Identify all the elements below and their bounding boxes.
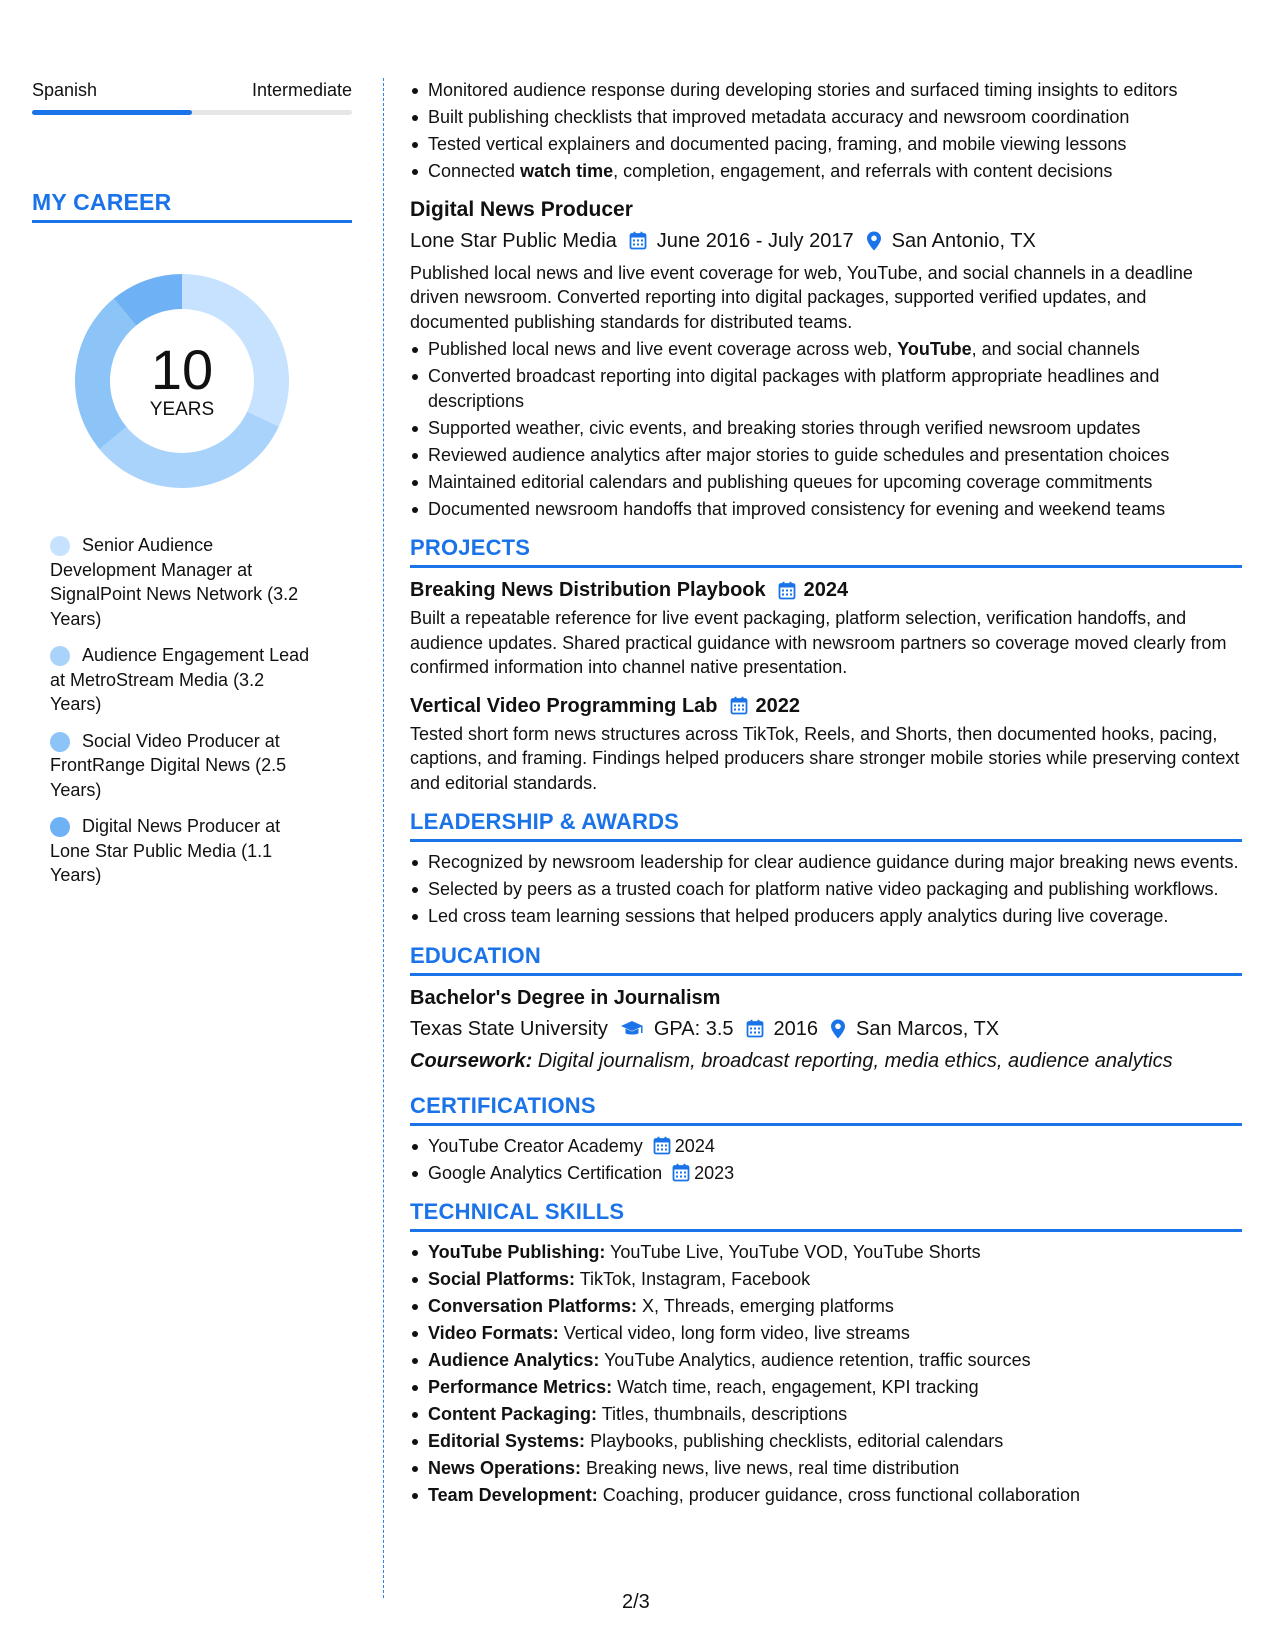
- project-name: Vertical Video Programming Lab: [410, 694, 718, 717]
- job-company: Lone Star Public Media: [410, 229, 617, 252]
- project-name: Breaking News Distribution Playbook: [410, 579, 766, 601]
- education-gpa: GPA: 3.5: [653, 1017, 734, 1040]
- skill-value: Playbooks, publishing checklists, editorial calendars: [585, 1431, 1004, 1451]
- skill-label: Performance Metrics:: [428, 1377, 613, 1397]
- skill-label: News Operations:: [428, 1458, 582, 1478]
- education-section-title: EDUCATION: [410, 943, 1242, 976]
- coursework-text: Digital journalism, broadcast reporting, media ethics, audience analytics: [532, 1049, 1173, 1072]
- left-column: [32, 78, 352, 900]
- skill-value: Coaching, producer guidance, cross functional collaboration: [597, 1485, 1081, 1505]
- calendar-icon: [653, 1136, 671, 1155]
- project-description: Tested short form news structures across TikTok, Reels, and Shorts, then documented hooks, pacing, captions, and framing. Findings helped producers share stronger mobile stories while preserving context and editorial standards.: [410, 723, 1240, 793]
- bullet-item: Published local news and live event coverage across web, YouTube, and social channels: [410, 337, 1242, 362]
- coursework-label: Coursework:: [410, 1049, 533, 1072]
- map-pin-icon: [830, 1019, 846, 1039]
- language-level: Intermediate: [251, 80, 352, 100]
- calendar-icon: [730, 696, 748, 715]
- skills-list: [410, 1240, 1242, 1508]
- language-name: Spanish: [32, 80, 98, 100]
- awards-list: [410, 850, 1242, 929]
- bullet-item: Reviewed audience analytics after major stories to guide schedules and presentation choices: [410, 443, 1242, 468]
- bullet-item: Monitored audience response during developing stories and surfaced timing insights to editors: [410, 78, 1242, 103]
- skill-label: Team Development:: [428, 1485, 598, 1505]
- legend-dot: [50, 536, 70, 556]
- skill-label: Video Formats:: [428, 1323, 559, 1343]
- career-total-unit: YEARS: [149, 399, 215, 420]
- projects-list: [410, 576, 1242, 795]
- education-year: 2016: [773, 1017, 819, 1040]
- skill-value: Breaking news, live news, real time distribution: [581, 1458, 960, 1478]
- bullet-item: Maintained editorial calendars and publishing queues for upcoming coverage commitments: [410, 470, 1242, 495]
- calendar-icon: [778, 581, 796, 600]
- map-pin-icon: [866, 231, 882, 251]
- skill-value: TikTok, Instagram, Facebook: [575, 1269, 811, 1289]
- legend-label: Social Video Producer at FrontRange Digital News (2.5 Years): [50, 730, 287, 800]
- skill-item: [410, 1402, 1242, 1427]
- certification-item: [410, 1161, 1242, 1186]
- previous-job-bullets: [410, 78, 1242, 184]
- job-title: Digital News Producer: [410, 197, 633, 221]
- language-proficiency-fill: [32, 110, 192, 115]
- career-legend-item: [50, 814, 320, 888]
- skill-value: YouTube Live, YouTube VOD, YouTube Shorts: [605, 1242, 981, 1262]
- skill-label: Conversation Platforms:: [428, 1296, 638, 1316]
- job-location: San Antonio, TX: [891, 229, 1036, 252]
- skill-label: Audience Analytics:: [428, 1350, 600, 1370]
- job-meta: [410, 227, 1242, 255]
- skills-section-title: TECHNICAL SKILLS: [410, 1199, 1242, 1232]
- bullet-item: Supported weather, civic events, and breaking stories through verified newsroom updates: [410, 416, 1242, 441]
- education-school: Texas State University: [410, 1017, 608, 1040]
- legend-label: Audience Engagement Lead at MetroStream Media (3.2 Years): [50, 645, 310, 714]
- skill-label: Content Packaging:: [428, 1404, 598, 1424]
- page-indicator: 2/3: [622, 1591, 650, 1613]
- certification-year: 2024: [674, 1135, 715, 1156]
- skill-item: [410, 1456, 1242, 1481]
- certifications-section-title: CERTIFICATIONS: [410, 1093, 1242, 1126]
- skill-item: [410, 1240, 1242, 1265]
- skill-item: [410, 1375, 1242, 1400]
- bullet-item: Built publishing checklists that improved metadata accuracy and newsroom coordination: [410, 105, 1242, 130]
- award-item: Selected by peers as a trusted coach for platform native video packaging and publishing workflows.: [410, 877, 1242, 902]
- calendar-icon: [672, 1163, 690, 1182]
- career-legend: [32, 533, 352, 888]
- bullet-item: Documented newsroom handoffs that improved consistency for evening and weekend teams: [410, 497, 1242, 522]
- graduation-cap-icon: [620, 1020, 644, 1038]
- calendar-icon: [746, 1019, 764, 1038]
- award-item: Recognized by newsroom leadership for clear audience guidance during major breaking news events.: [410, 850, 1242, 875]
- awards-section-title: LEADERSHIP & AWARDS: [410, 809, 1242, 842]
- job-bullets: [410, 337, 1242, 521]
- bullet-item: Tested vertical explainers and documented pacing, framing, and mobile viewing lessons: [410, 132, 1242, 157]
- legend-dot: [50, 817, 70, 837]
- skill-label: YouTube Publishing:: [428, 1242, 606, 1262]
- certification-item: [410, 1134, 1242, 1159]
- language-proficiency-bar: [32, 110, 352, 115]
- skill-value: X, Threads, emerging platforms: [637, 1296, 894, 1316]
- skill-item: [410, 1294, 1242, 1319]
- skill-value: Vertical video, long form video, live streams: [558, 1323, 910, 1343]
- language-row: [32, 78, 352, 102]
- job-summary: Published local news and live event coverage for web, YouTube, and social channels in a deadline driven newsroom. Converted reporting into digital packages, supported verified updates, and documented publishing standards for distributed teams.: [410, 262, 1193, 332]
- bullet-item: Converted broadcast reporting into digital packages with platform appropriate headlines and descriptions: [410, 364, 1242, 413]
- right-column: [410, 78, 1242, 1510]
- project-year: 2022: [755, 694, 800, 717]
- education-coursework: [410, 1047, 1242, 1075]
- legend-dot: [50, 732, 70, 752]
- skill-value: Watch time, reach, engagement, KPI tracking: [612, 1377, 979, 1397]
- certifications-list: [410, 1134, 1242, 1186]
- bullet-item: Connected watch time, completion, engagement, and referrals with content decisions: [410, 159, 1242, 184]
- skill-item: [410, 1483, 1242, 1508]
- certification-year: 2023: [694, 1162, 735, 1183]
- skill-value: YouTube Analytics, audience retention, traffic sources: [599, 1350, 1031, 1370]
- project-title: [410, 576, 1242, 604]
- skill-item: [410, 1348, 1242, 1373]
- legend-label: Digital News Producer at Lone Star Public Media (1.1 Years): [50, 816, 281, 885]
- career-legend-item: [50, 643, 320, 717]
- skill-label: Social Platforms:: [428, 1269, 576, 1289]
- skill-value: Titles, thumbnails, descriptions: [597, 1404, 848, 1424]
- career-legend-item: [50, 729, 320, 803]
- legend-dot: [50, 646, 70, 666]
- job-dates: June 2016 - July 2017: [656, 229, 854, 252]
- legend-label: Senior Audience Development Manager at SignalPoint News Network (3.2 Years): [50, 535, 299, 629]
- education-location: San Marcos, TX: [856, 1017, 1000, 1040]
- calendar-icon: [629, 231, 647, 250]
- career-donut-chart: [66, 265, 298, 497]
- skill-label: Editorial Systems:: [428, 1431, 586, 1451]
- project-year: 2024: [803, 579, 849, 601]
- column-divider: [383, 78, 384, 1598]
- project-title: [410, 692, 1242, 720]
- career-section-title: MY CAREER: [32, 189, 352, 223]
- certification-name: Google Analytics Certification: [428, 1162, 663, 1183]
- education-degree: Bachelor's Degree in Journalism: [410, 986, 721, 1009]
- career-total-years: 10: [150, 338, 214, 401]
- award-item: Led cross team learning sessions that helped producers apply analytics during live coverage.: [410, 904, 1242, 929]
- skill-item: [410, 1429, 1242, 1454]
- career-legend-item: [50, 533, 320, 631]
- skill-item: [410, 1267, 1242, 1292]
- certification-name: YouTube Creator Academy: [428, 1135, 643, 1156]
- project-description: Built a repeatable reference for live event packaging, platform selection, verification handoffs, and audience updates. Shared practical guidance with newsroom partners so coverage moved clearly from confirmed information into channel native presentation.: [410, 608, 1227, 677]
- education-meta: [410, 1015, 1242, 1043]
- projects-section-title: PROJECTS: [410, 535, 1242, 568]
- skill-item: [410, 1321, 1242, 1346]
